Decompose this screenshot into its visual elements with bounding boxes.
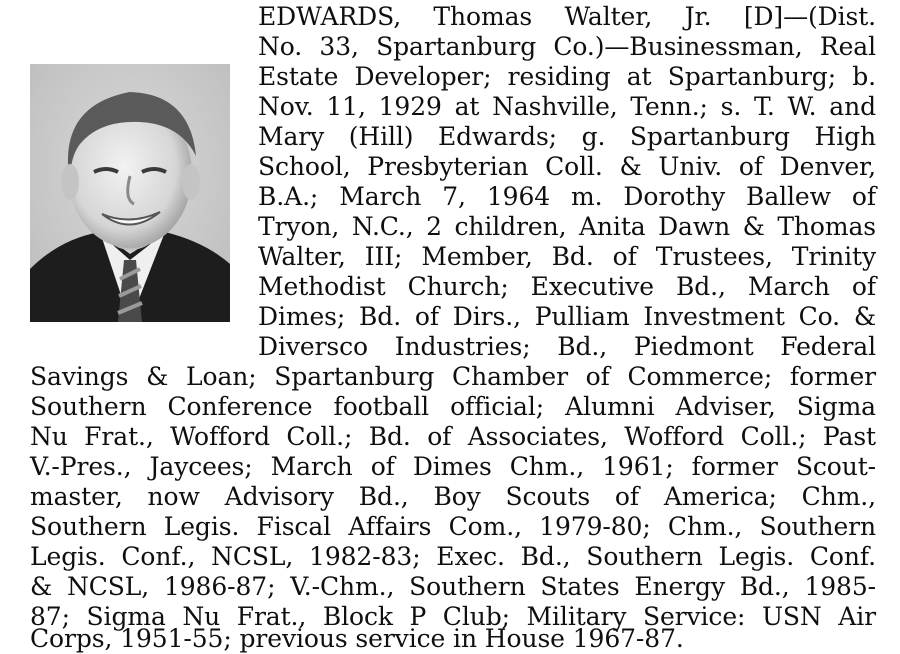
bio-line-9: Walter, III; Member, Bd. of Trustees, Trinity xyxy=(258,242,876,271)
bio-line-22: Corps, 1951-55; previous service in House 1967-87. xyxy=(30,624,684,653)
bio-line-7: B.A.; March 7, 1964 m. Dorothy Ballew of xyxy=(258,182,876,211)
bio-line-12: Diversco Industries; Bd., Piedmont Federal xyxy=(258,332,876,361)
bio-line-17: master, now Advisory Bd., Boy Scouts of America; Chm., xyxy=(30,482,876,511)
bio-line-4: Nov. 11, 1929 at Nashville, Tenn.; s. T. W. and xyxy=(258,92,876,121)
bio-line-11: Dimes; Bd. of Dirs., Pulliam Investment Co. & xyxy=(258,302,876,331)
bio-line-18: Southern Legis. Fiscal Affairs Com., 1979-80; Chm., Southern xyxy=(30,512,876,541)
bio-line-14: Southern Conference football official; Alumni Adviser, Sigma xyxy=(30,392,876,421)
bio-line-6: School, Presbyterian Coll. & Univ. of Denver, xyxy=(258,152,876,181)
bio-line-20: & NCSL, 1986-87; V.-Chm., Southern States Energy Bd., 1985- xyxy=(30,572,876,601)
bio-line-16: V.-Pres., Jaycees; March of Dimes Chm., 1961; former Scout- xyxy=(30,452,876,481)
bio-line-3: Estate Developer; residing at Spartanburg; b. xyxy=(258,62,876,91)
bio-line-21: 87; Sigma Nu Frat., Block P Club; Military Service: USN Air xyxy=(30,602,876,631)
bio-line-15: Nu Frat., Wofford Coll.; Bd. of Associates, Wofford Coll.; Past xyxy=(30,422,876,451)
bio-line-5: Mary (Hill) Edwards; g. Spartanburg High xyxy=(258,122,876,151)
bio-line-13: Savings & Loan; Spartanburg Chamber of Commerce; former xyxy=(30,362,876,391)
bio-line-2: No. 33, Spartanburg Co.)—Businessman, Real xyxy=(258,32,876,61)
bio-line-10: Methodist Church; Executive Bd., March of xyxy=(258,272,876,301)
bio-line-19: Legis. Conf., NCSL, 1982-83; Exec. Bd., Southern Legis. Conf. xyxy=(30,542,876,571)
bio-line-8: Tryon, N.C., 2 children, Anita Dawn & Thomas xyxy=(258,212,876,241)
bio-line-1: EDWARDS, Thomas Walter, Jr. [D]—(Dist. xyxy=(258,2,876,31)
